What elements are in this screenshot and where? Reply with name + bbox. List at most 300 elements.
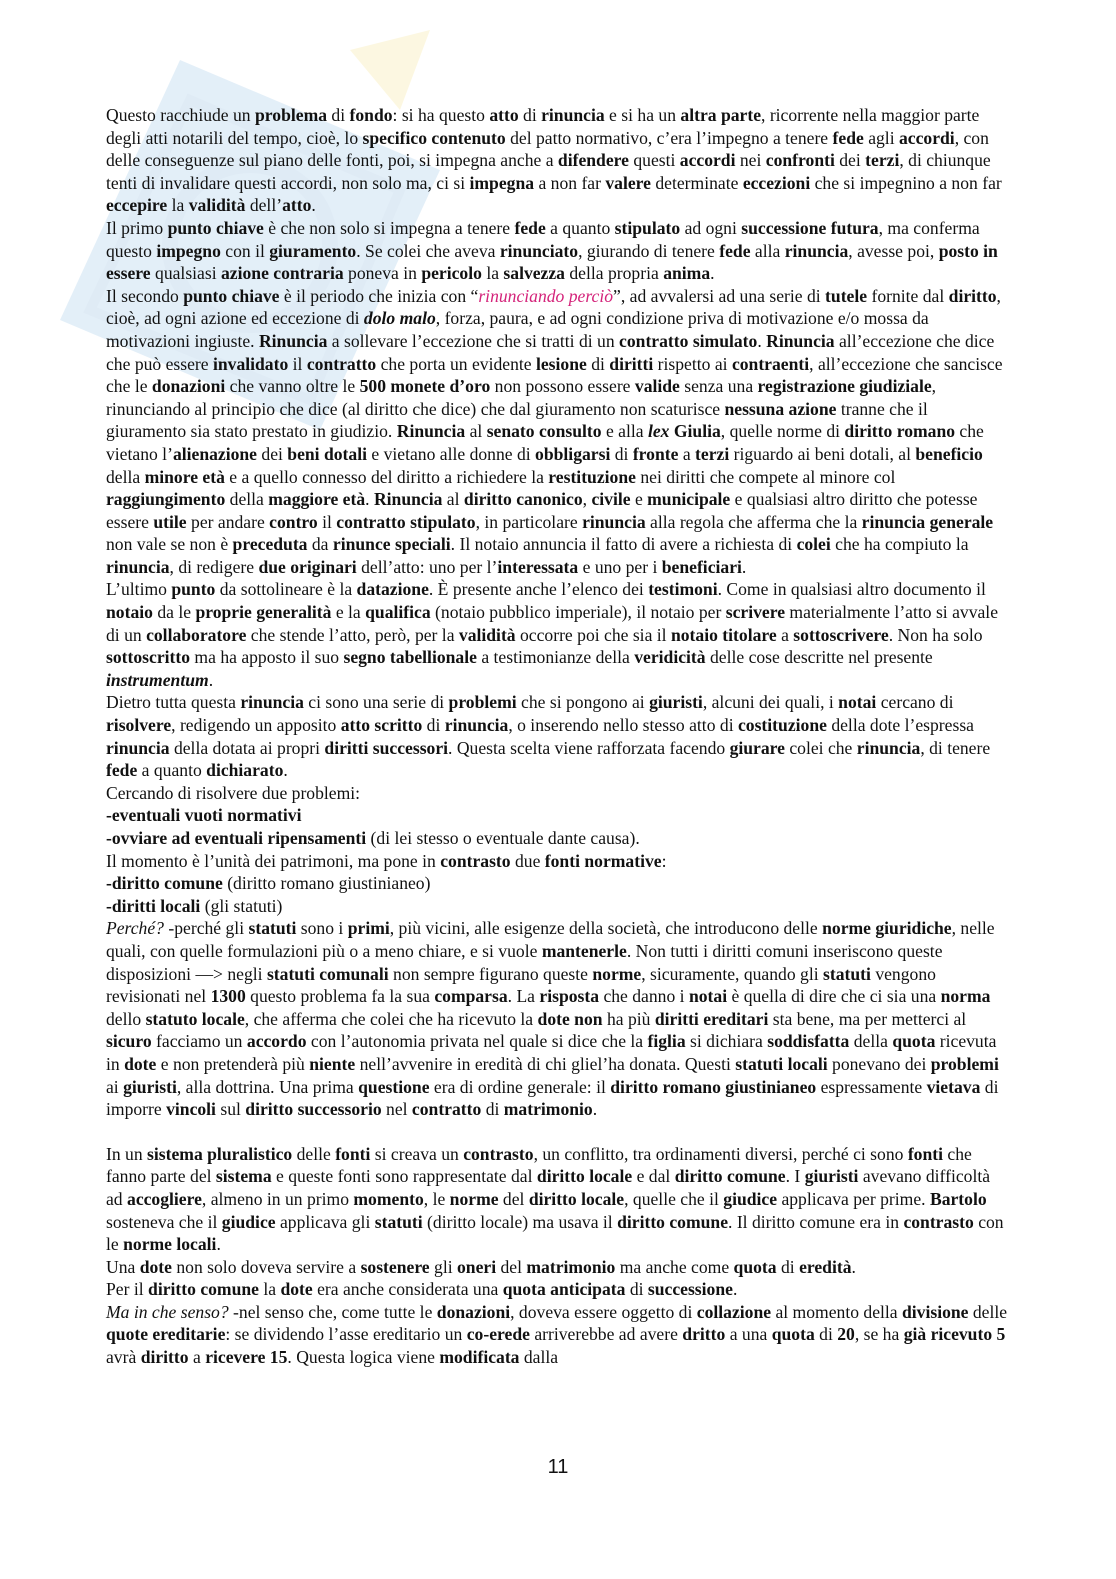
text-run: contraenti	[731, 353, 810, 374]
text-run: diritto canonico	[463, 489, 583, 510]
text-run: (diritto locale) ma usava il	[422, 1211, 618, 1232]
text-run: al	[465, 421, 487, 442]
text-run: si dichiara	[685, 1031, 768, 1052]
text-run: poneva in	[343, 263, 422, 284]
text-run: norme	[449, 1188, 499, 1209]
text-run: è che non solo si impegna a tenere	[263, 217, 515, 238]
text-run: punto chiave	[183, 285, 280, 306]
text-run: fornite dal	[867, 285, 949, 306]
text-run: Dietro tutta questa	[106, 692, 241, 713]
text-run: del patto normativo, c’era l’impegno a tenere	[505, 127, 833, 148]
text-run: a testimonianze della	[476, 647, 635, 668]
text-run: instrumentum	[106, 669, 209, 690]
text-run: diritto romano	[844, 421, 956, 442]
text-run: 500 monete d’oro	[359, 376, 491, 397]
text-run: di imporre	[106, 1076, 999, 1120]
text-run: rinunciando perciò	[478, 285, 614, 306]
text-run: rinuncia	[856, 737, 921, 758]
text-run: valere	[605, 172, 651, 193]
text-run: .	[710, 263, 715, 284]
text-run: era di ordine generale: il	[429, 1076, 611, 1097]
text-run: . Il diritto comune era in	[728, 1211, 904, 1232]
text-run: , quelle che il	[624, 1188, 724, 1209]
text-run: , redigendo un apposito	[171, 715, 341, 736]
text-run: all’eccezione che dice che può essere	[106, 330, 995, 374]
text-run: fede	[106, 760, 138, 781]
text-run: . La	[507, 986, 540, 1007]
text-run: applicava gli	[275, 1211, 375, 1232]
text-run: nei diritti che compete al minore col	[635, 466, 896, 487]
text-run: statuti comunali	[266, 963, 389, 984]
text-run: che si impegnino a non far	[810, 172, 1002, 193]
text-run: vengono revisionati nel	[106, 963, 936, 1007]
text-run: non vale se non è	[106, 534, 233, 555]
text-run: che porta un evidente	[376, 353, 536, 374]
text-run: rinunciato	[499, 240, 579, 261]
text-run: , alla dottrina. Una prima	[176, 1076, 359, 1097]
text-run: contrasto	[903, 1211, 974, 1232]
text-run: rinuncia	[106, 737, 170, 758]
text-run: problemi	[448, 692, 517, 713]
text-run: che danno i	[599, 986, 689, 1007]
paragraph	[106, 804, 1009, 827]
text-run: due	[510, 850, 545, 871]
text-run: specifico contenuto	[362, 127, 506, 148]
text-run: senato consulto	[486, 421, 602, 442]
text-run: pericolo	[421, 263, 482, 284]
text-run: della dote l’espressa	[826, 715, 974, 736]
text-run: valide	[634, 376, 680, 397]
text-run: : si ha questo	[392, 105, 490, 125]
text-run: arriverebbe ad avere	[529, 1324, 683, 1345]
text-run: anima	[663, 263, 711, 284]
text-run: Rinuncia	[373, 489, 443, 510]
text-run: .	[216, 1234, 221, 1255]
text-run: , di redigere	[169, 556, 259, 577]
text-run: , rinunciando al principio che dice (al diritto che dice) che dal giuramento non scaturisce	[106, 376, 937, 419]
text-run: 20	[837, 1324, 855, 1345]
text-run: tranne che il giuramento sia stato prestato in giudizio.	[106, 398, 928, 442]
text-run: .	[365, 489, 374, 510]
text-run: e dal	[632, 1166, 675, 1187]
text-run: , di chiunque tenti di invalidare questi accordi, non solo ma, ci si	[106, 150, 991, 193]
text-run: dolo malo	[363, 308, 436, 329]
text-run: che ha compiuto la	[830, 534, 969, 555]
text-run: dei	[257, 443, 288, 464]
text-run: -diritti locali	[106, 895, 201, 916]
text-run: testimoni	[648, 579, 718, 600]
text-run: della	[225, 489, 269, 510]
text-run: quote ereditarie	[106, 1324, 226, 1345]
text-run: giudice	[221, 1211, 276, 1232]
text-run: di	[327, 105, 350, 125]
text-run: non solo doveva servire a	[171, 1256, 361, 1277]
text-run: , nelle quali, con quelle formulazioni più o a meno chiare, e si vuole	[106, 918, 995, 961]
text-run: successione	[647, 1279, 733, 1300]
text-run: fondo	[349, 105, 393, 125]
text-run: , in particolare	[475, 511, 583, 532]
text-run: rinuncia	[582, 511, 646, 532]
text-run: .	[208, 669, 214, 690]
text-run: il	[288, 353, 307, 374]
text-run: ,	[582, 489, 592, 510]
paragraph	[106, 1278, 1009, 1301]
text-run: beni dotali	[287, 443, 367, 464]
text-run: salvezza	[503, 263, 565, 284]
text-run: senza una	[679, 376, 758, 397]
text-run: Rinuncia	[258, 330, 328, 351]
text-run: due originari	[258, 556, 357, 577]
text-run: accordi	[898, 127, 955, 148]
text-run: matrimonio	[526, 1256, 616, 1277]
paragraph	[106, 104, 1009, 217]
text-run: a quanto	[545, 217, 615, 238]
text-run: dritto	[682, 1324, 726, 1345]
text-run: e queste fonti sono rappresentate dal	[271, 1166, 537, 1187]
text-run: diritto comune	[674, 1166, 786, 1187]
paragraph	[106, 1143, 1009, 1256]
text-run: sul	[215, 1099, 246, 1120]
text-run: nel	[381, 1099, 412, 1120]
text-run: rinunce speciali	[332, 534, 451, 555]
text-run: cercano di	[876, 692, 954, 713]
text-run: obbligarsi	[535, 443, 611, 464]
text-run: vincoli	[166, 1099, 216, 1120]
text-run: a non far	[534, 172, 606, 193]
paragraph	[106, 1301, 1009, 1369]
text-run: alla	[750, 240, 785, 261]
text-run: problema	[255, 105, 328, 125]
text-run: di	[481, 1099, 504, 1120]
text-run: statuti locali	[735, 1053, 828, 1074]
text-run: è il periodo che inizia con “	[279, 285, 479, 306]
text-run: fonti	[335, 1143, 371, 1164]
text-run: figlia	[647, 1031, 686, 1052]
text-run: riguardo ai beni dotali, al	[729, 443, 916, 464]
text-run: , giurando di tenere	[578, 240, 720, 261]
text-run: altra parte	[680, 105, 762, 125]
text-run: donazioni	[151, 376, 226, 397]
text-run: e qualsiasi altro diritto che potesse essere	[106, 489, 978, 532]
text-run: maggiore età	[268, 489, 366, 510]
page-number: 11	[547, 1456, 569, 1478]
text-run: . Se colei che aveva	[356, 240, 500, 261]
text-run: restituzione	[548, 466, 636, 487]
text-run: colei	[796, 534, 831, 555]
text-run: sottoscritto	[106, 647, 191, 668]
text-run: qualsiasi	[150, 263, 221, 284]
text-run: Il primo	[106, 217, 168, 238]
text-run: ma anche come	[615, 1256, 734, 1277]
text-run: beneficio	[915, 443, 983, 464]
text-run: Cercando di risolvere due problemi:	[106, 782, 361, 803]
text-run: preceduta	[232, 534, 308, 555]
text-run: fede	[832, 127, 864, 148]
text-run: matrimonio	[503, 1099, 593, 1120]
text-run: determinate	[650, 172, 743, 193]
text-run: ad ogni	[680, 217, 742, 238]
text-run: -perché gli	[163, 918, 249, 939]
text-run: di	[814, 1324, 838, 1345]
text-run: non sempre figurano queste	[388, 963, 593, 984]
text-run: invalidato	[212, 353, 289, 374]
text-run: Ma in che senso?	[106, 1301, 229, 1322]
text-run: sicuro	[106, 1031, 152, 1052]
text-run: la	[481, 263, 504, 284]
text-run: ponevano dei	[827, 1053, 931, 1074]
text-run: fronte	[632, 443, 679, 464]
text-run: , alcuni dei quali, i	[702, 692, 839, 713]
text-run: ricevere 15	[205, 1347, 288, 1368]
text-run: quota	[892, 1031, 936, 1052]
text-run: -nel senso che, come tutte le	[228, 1301, 437, 1322]
text-run: della propria	[564, 263, 664, 284]
text-run: a una	[725, 1324, 772, 1345]
text-run: fede	[719, 240, 751, 261]
text-run: dote non	[537, 1008, 603, 1029]
text-run: è quella di dire che ci sia una	[727, 986, 941, 1007]
text-run: nei	[735, 150, 766, 171]
text-run: .	[732, 1279, 738, 1300]
text-run: atto scritto	[340, 715, 423, 736]
text-run: diritto locale	[528, 1188, 625, 1209]
text-run: rinuncia generale	[861, 511, 994, 532]
text-run: statuti	[248, 918, 297, 939]
text-run: tutele	[825, 285, 868, 306]
text-run: lesione	[535, 353, 587, 374]
paragraph	[106, 917, 1009, 1120]
text-run: sistema	[215, 1166, 272, 1187]
text-run: con l’autonomia privata nel quale si dice che la	[306, 1031, 648, 1052]
text-run: In un	[106, 1143, 148, 1164]
paragraph-spacer	[106, 1121, 1009, 1143]
text-run: veridicità	[634, 647, 706, 668]
text-run: di	[610, 443, 633, 464]
text-run: (notaio pubblico imperiale), il notaio per	[430, 602, 726, 623]
text-run: ci sono una serie di	[303, 692, 449, 713]
text-run: punto	[171, 579, 216, 600]
text-run: dell’atto: uno per l’	[356, 556, 498, 577]
text-run: oneri	[457, 1256, 497, 1277]
text-run: , avesse poi,	[848, 240, 939, 261]
text-run: . Come in qualsiasi altro documento il	[717, 579, 986, 600]
text-run: diritti	[609, 353, 654, 374]
text-run: vietava	[926, 1076, 981, 1097]
text-run: a sollevare l’eccezione che si tratti di un	[327, 330, 620, 351]
text-run: quota anticipata	[502, 1279, 626, 1300]
text-run: del	[498, 1188, 529, 1209]
text-run: .	[283, 760, 288, 781]
text-run: sostenere	[360, 1256, 430, 1277]
text-run: contratto simulato	[619, 330, 758, 351]
text-run: sta bene, ma per metterci al	[768, 1008, 967, 1029]
text-run: azione contraria	[221, 263, 344, 284]
text-run: fede	[514, 217, 546, 238]
text-run: e si ha un	[604, 105, 681, 125]
text-run: dalla	[519, 1347, 559, 1368]
text-run: costituzione	[737, 715, 827, 736]
text-run: Questo racchiude un	[106, 105, 256, 125]
text-run: dote	[280, 1279, 313, 1300]
text-run: rinuncia	[106, 556, 170, 577]
document-body	[106, 104, 1009, 1369]
text-run: civile	[591, 489, 631, 510]
text-run: confronti	[765, 150, 835, 171]
text-run: occorre poi che sia il	[515, 624, 671, 645]
text-run: (diritto romano giustinianeo)	[222, 873, 431, 894]
text-run: al	[442, 489, 464, 510]
text-run: che stende l’atto, però, per la	[246, 624, 459, 645]
text-run: terzi	[695, 443, 730, 464]
text-run: impegna	[469, 172, 535, 193]
paragraph	[106, 1256, 1009, 1279]
text-run: non possono essere	[490, 376, 635, 397]
text-run: di	[625, 1279, 648, 1300]
text-run: diritto comune	[148, 1279, 259, 1300]
text-run: facciamo un	[151, 1031, 247, 1052]
text-run: datazione	[356, 579, 429, 600]
text-run: contratto	[411, 1099, 482, 1120]
text-run: . È presente anche l’elenco dei	[428, 579, 649, 600]
text-run: avrà	[106, 1347, 141, 1368]
text-run: il	[317, 511, 337, 532]
text-run: giuramento	[269, 240, 357, 261]
text-run: divisione	[902, 1301, 969, 1322]
paragraph	[106, 217, 1009, 285]
text-run: che vanno oltre le	[225, 376, 360, 397]
text-run: . Non ha solo	[888, 624, 983, 645]
text-run: al momento della	[771, 1301, 902, 1322]
text-run: Per il	[106, 1279, 149, 1300]
text-run: e la	[331, 602, 366, 623]
text-run: notai	[688, 986, 728, 1007]
text-run: eccezioni	[742, 172, 811, 193]
text-run: gli	[429, 1256, 457, 1277]
paragraph	[106, 895, 1009, 918]
text-run: norme	[592, 963, 642, 984]
text-run: nessuna azione	[724, 398, 837, 419]
text-run: fonti normative	[544, 850, 662, 871]
text-run: niente	[309, 1053, 356, 1074]
text-run: da le	[152, 602, 196, 623]
text-run: statuti	[823, 963, 871, 984]
text-run: materialmente l’atto si avvale di un	[106, 602, 999, 645]
text-run: impegno	[156, 240, 221, 261]
text-run: la	[258, 1279, 281, 1300]
text-run: , un conflitto, tra ordinamenti diversi, perché ci sono	[533, 1143, 908, 1164]
text-run: diritto	[140, 1347, 189, 1368]
text-run: -ovviare ad eventuali ripensamenti	[106, 828, 367, 848]
text-run: Rinuncia	[766, 330, 835, 351]
text-run: dote	[124, 1053, 157, 1074]
text-run: punto chiave	[167, 217, 264, 238]
text-run: giuristi	[804, 1166, 859, 1187]
paragraph	[106, 578, 1009, 691]
text-run: validità	[188, 195, 246, 216]
text-run: dello	[106, 1008, 146, 1029]
text-run: risposta	[539, 986, 600, 1007]
text-run: accogliere	[127, 1188, 202, 1209]
text-run: rispetto ai	[653, 353, 732, 374]
text-run: segno tabellionale	[343, 647, 477, 668]
text-run: . I	[785, 1166, 805, 1187]
text-run: questi	[628, 150, 680, 171]
text-run: dichiarato	[206, 760, 284, 781]
text-run: si creava un	[370, 1143, 464, 1164]
text-run: . Questa scelta viene rafforzata facendo	[448, 737, 730, 758]
text-run: . Non tutti i diritti comuni inseriscono queste disposizioni —> negli	[106, 940, 943, 984]
text-run: Bartolo	[929, 1188, 987, 1209]
text-run: norme giuridiche	[822, 918, 952, 939]
text-run: rinuncia	[541, 105, 605, 125]
text-run: (gli statuti)	[200, 895, 283, 916]
text-run: .	[311, 195, 316, 216]
text-run: , le	[423, 1188, 450, 1209]
text-run: quota	[733, 1256, 777, 1277]
text-run: che vietano l’	[106, 421, 984, 464]
text-run: ma ha apposto il suo	[190, 647, 344, 668]
text-run: che si pongono ai	[516, 692, 650, 713]
text-run: giuristi	[123, 1076, 177, 1097]
text-run: a	[678, 443, 696, 464]
text-run: e	[630, 489, 648, 510]
text-run: sosteneva che il	[106, 1211, 222, 1232]
text-run: -diritto comune	[106, 873, 223, 894]
text-run: espressamente	[816, 1076, 927, 1097]
text-run: Giulia	[669, 421, 721, 442]
text-run: a quanto	[137, 760, 207, 781]
text-run: registrazione giudiziale	[757, 376, 932, 397]
text-run: della	[849, 1031, 893, 1052]
text-run: beneficiari	[661, 556, 742, 577]
text-run: .	[757, 330, 767, 351]
text-run: rinuncia	[444, 715, 509, 736]
text-run: terzi	[865, 150, 900, 171]
text-run: per andare	[186, 511, 270, 532]
text-run: alla regola che afferma che la	[645, 511, 862, 532]
text-run: con le	[106, 1211, 1004, 1255]
text-run: da sottolineare è la	[215, 579, 357, 600]
text-run: era anche considerata una	[312, 1279, 503, 1300]
text-run: (di lei stesso o eventuale dante causa).	[366, 828, 640, 848]
text-run: posto in essere	[106, 240, 998, 284]
text-run: : se dividendo l’asse ereditario un	[225, 1324, 467, 1345]
text-run: -eventuali vuoti normativi	[106, 805, 302, 826]
text-run: contrasto	[440, 850, 511, 871]
paragraph	[106, 691, 1009, 781]
text-run: , forza, paura, e ad ogni condizione priva di motivazione e/o mossa da motivazioni ingiuste.	[106, 308, 929, 351]
text-run: e non pretenderà più	[156, 1053, 310, 1074]
text-run: interessata	[497, 556, 579, 577]
text-run: della dotata ai propri	[169, 737, 325, 758]
paragraph	[106, 782, 1009, 805]
text-run: primi	[347, 918, 390, 939]
text-run: atto	[489, 105, 519, 125]
text-run: sono i	[296, 918, 348, 939]
text-run: modificata	[439, 1347, 520, 1368]
text-run: nell’avvenire in eredità di chi gliel’ha donata. Questi	[355, 1053, 736, 1074]
text-run: dei	[834, 150, 866, 171]
text-run: collazione	[696, 1301, 772, 1322]
text-run: rinuncia	[240, 692, 304, 713]
text-run: L’ultimo	[106, 579, 172, 600]
text-run: sistema pluralistico	[147, 1143, 293, 1164]
text-run: minore età	[144, 466, 225, 487]
text-run: qualifica	[365, 602, 431, 623]
text-run: giudice	[723, 1188, 778, 1209]
text-run: questione	[358, 1076, 430, 1097]
text-run: raggiungimento	[106, 489, 226, 510]
